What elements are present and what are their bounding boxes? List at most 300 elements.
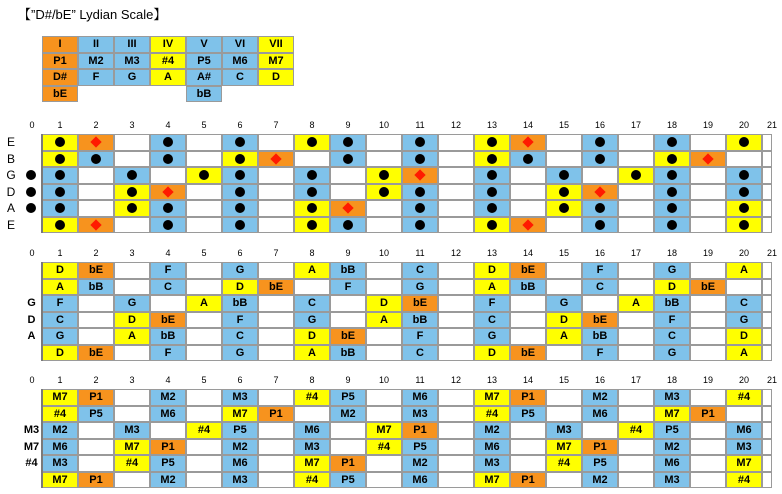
note-label-3-10: A xyxy=(380,313,388,326)
fret-cell-3-5[interactable] xyxy=(186,184,222,201)
note-label-2-15: G xyxy=(559,297,569,310)
fret-cell-5-7[interactable] xyxy=(258,217,294,234)
fret-cell-2-16[interactable] xyxy=(582,167,618,184)
fret-number-6: 6 xyxy=(237,248,243,258)
fret-number-4: 4 xyxy=(165,248,171,258)
scale-dot-5-11 xyxy=(415,220,425,230)
fret-number-7: 7 xyxy=(273,375,279,385)
fret-number-11: 11 xyxy=(415,248,425,258)
interval-label-4-16: P5 xyxy=(593,457,607,470)
note-label-0-9: bB xyxy=(340,264,356,277)
fret-cell-4-21[interactable] xyxy=(762,455,772,472)
scale-dot-5-9 xyxy=(343,220,353,230)
interval-label-2-20: M6 xyxy=(736,424,752,437)
note-label-4-3: A xyxy=(128,330,136,343)
legend-alt-note-0: bE xyxy=(42,86,78,103)
fret-cell-0-3[interactable] xyxy=(114,262,150,279)
fret-cell-4-19[interactable] xyxy=(690,200,726,217)
fret-cell-2-14[interactable] xyxy=(510,422,546,439)
fret-cell-2-7[interactable] xyxy=(258,422,294,439)
fret-cell-4-14[interactable] xyxy=(510,200,546,217)
fret-cell-4-5[interactable] xyxy=(186,328,222,345)
fret-cell-3-12[interactable] xyxy=(438,184,474,201)
scale-dot-3-13 xyxy=(487,187,497,197)
fret-number-4: 4 xyxy=(165,120,171,130)
fret-cell-3-12[interactable] xyxy=(438,439,474,456)
fret-cell-4-10[interactable] xyxy=(366,455,402,472)
fret-number-13: 13 xyxy=(486,375,497,385)
fret-cell-0-12[interactable] xyxy=(438,389,474,406)
fret-cell-0-7[interactable] xyxy=(258,262,294,279)
fret-cell-0-15[interactable] xyxy=(546,389,582,406)
fret-cell-1-15[interactable] xyxy=(546,406,582,423)
fret-cell-1-3[interactable] xyxy=(114,279,150,296)
fret-cell-3-2[interactable] xyxy=(78,439,114,456)
interval-label-0-11: M6 xyxy=(412,391,428,404)
fret-cell-4-14[interactable] xyxy=(510,455,546,472)
fret-number-1: 1 xyxy=(57,375,63,385)
interval-label-2-18: P5 xyxy=(665,424,679,437)
legend-note-5: C xyxy=(222,69,258,86)
fret-number-2: 2 xyxy=(93,248,99,258)
legend-interval-4: P5 xyxy=(186,53,222,70)
fret-cell-3-21[interactable] xyxy=(762,312,772,329)
fret-cell-4-19[interactable] xyxy=(690,328,726,345)
fret-cell-2-21[interactable] xyxy=(762,422,772,439)
legend-degree-3: IV xyxy=(150,36,186,53)
fret-cell-2-14[interactable] xyxy=(510,167,546,184)
interval-label-3-16: P1 xyxy=(593,440,607,453)
fret-cell-1-5[interactable] xyxy=(186,151,222,168)
fret-cell-3-12[interactable] xyxy=(438,312,474,329)
note-label-0-11: C xyxy=(416,264,424,277)
note-label-5-4: F xyxy=(164,346,172,359)
fret-cell-5-12[interactable] xyxy=(438,217,474,234)
fret-cell-0-19[interactable] xyxy=(690,262,726,279)
fret-cell-1-3[interactable] xyxy=(114,151,150,168)
note-label-0-4: F xyxy=(164,264,172,277)
fret-cell-1-8[interactable] xyxy=(294,406,330,423)
fret-cell-2-4[interactable] xyxy=(150,295,186,312)
fret-cell-5-21[interactable] xyxy=(762,472,772,489)
fret-cell-5-17[interactable] xyxy=(618,472,654,489)
note-label-3-8: G xyxy=(307,313,317,326)
fret-cell-0-7[interactable] xyxy=(258,134,294,151)
fret-cell-0-17[interactable] xyxy=(618,389,654,406)
fret-number-20: 20 xyxy=(738,248,749,258)
fret-cell-0-10[interactable] xyxy=(366,389,402,406)
interval-label-0-14: P1 xyxy=(521,391,535,404)
fret-cell-3-21[interactable] xyxy=(762,439,772,456)
interval-label-4-1: M3 xyxy=(52,457,68,470)
fret-cell-1-15[interactable] xyxy=(546,151,582,168)
note-label-4-13: G xyxy=(487,330,497,343)
fret-cell-3-19[interactable] xyxy=(690,439,726,456)
fret-cell-2-16[interactable] xyxy=(582,295,618,312)
interval-label-4-18: M6 xyxy=(664,457,680,470)
fret-number-15: 15 xyxy=(558,248,569,258)
scale-dot-5-4 xyxy=(163,220,173,230)
fret-cell-5-19[interactable] xyxy=(690,472,726,489)
interval-label-5-6: M3 xyxy=(232,473,248,486)
fret-cell-2-21[interactable] xyxy=(762,295,772,312)
fret-cell-5-15[interactable] xyxy=(546,345,582,362)
fret-cell-3-19[interactable] xyxy=(690,184,726,201)
fret-number-2: 2 xyxy=(93,375,99,385)
string-name-5: E xyxy=(6,217,15,232)
fret-cell-2-7[interactable] xyxy=(258,295,294,312)
note-label-5-13: D xyxy=(488,346,496,359)
fret-cell-5-21[interactable] xyxy=(762,345,772,362)
fret-number-6: 6 xyxy=(237,120,243,130)
interval-label-4-15: #4 xyxy=(557,457,571,470)
fret-cell-5-3[interactable] xyxy=(114,472,150,489)
fret-cell-0-19[interactable] xyxy=(690,389,726,406)
interval-label-4-11: M2 xyxy=(412,457,428,470)
fret-cell-3-5[interactable] xyxy=(186,439,222,456)
fret-cell-0-10[interactable] xyxy=(366,262,402,279)
fret-number-19: 19 xyxy=(702,248,713,258)
fret-cell-3-7[interactable] xyxy=(258,439,294,456)
fret-number-13: 13 xyxy=(486,120,497,130)
fret-cell-5-12[interactable] xyxy=(438,472,474,489)
fret-cell-0-19[interactable] xyxy=(690,134,726,151)
fret-cell-5-7[interactable] xyxy=(258,345,294,362)
fret-cell-4-17[interactable] xyxy=(618,328,654,345)
fret-number-17: 17 xyxy=(630,120,641,130)
interval-label-4-13: M3 xyxy=(484,457,500,470)
fret-cell-1-10[interactable] xyxy=(366,151,402,168)
fret-cell-5-19[interactable] xyxy=(690,345,726,362)
interval-label-5-20: #4 xyxy=(737,473,751,486)
scale-dot-3-20 xyxy=(739,187,749,197)
fret-number-15: 15 xyxy=(558,375,569,385)
fret-cell-1-10[interactable] xyxy=(366,279,402,296)
fret-cell-4-12[interactable] xyxy=(438,328,474,345)
interval-label-0-2: P1 xyxy=(89,391,103,404)
fret-cell-0-17[interactable] xyxy=(618,134,654,151)
note-label-5-6: G xyxy=(235,346,245,359)
scale-dot-3-3 xyxy=(127,187,137,197)
fret-cell-0-21[interactable] xyxy=(762,389,772,406)
fret-number-10: 10 xyxy=(378,248,389,258)
fret-cell-3-17[interactable] xyxy=(618,439,654,456)
interval-label-3-3: M7 xyxy=(124,440,140,453)
fret-cell-5-3[interactable] xyxy=(114,345,150,362)
fret-cell-1-20[interactable] xyxy=(726,151,762,168)
interval-label-2-5: #4 xyxy=(197,424,211,437)
interval-label-4-4: P5 xyxy=(161,457,175,470)
fret-number-9: 9 xyxy=(345,248,351,258)
fret-cell-5-17[interactable] xyxy=(618,217,654,234)
fret-cell-1-12[interactable] xyxy=(438,279,474,296)
fret-cell-2-2[interactable] xyxy=(78,295,114,312)
fret-number-1: 1 xyxy=(57,120,63,130)
fret-number-20: 20 xyxy=(738,375,749,385)
interval-label-2-10: M7 xyxy=(376,424,392,437)
interval-label-5-14: P1 xyxy=(521,473,535,486)
string-name-4: A xyxy=(6,201,15,216)
fret-cell-4-21[interactable] xyxy=(762,328,772,345)
fret-cell-2-16[interactable] xyxy=(582,422,618,439)
fret-cell-5-15[interactable] xyxy=(546,217,582,234)
interval-label-2-8: M6 xyxy=(304,424,320,437)
fret-cell-2-19[interactable] xyxy=(690,295,726,312)
fret-cell-0-17[interactable] xyxy=(618,262,654,279)
fret-cell-3-17[interactable] xyxy=(618,184,654,201)
fret-cell-4-7[interactable] xyxy=(258,328,294,345)
note-label-4-8: D xyxy=(308,330,316,343)
fret-cell-2-4[interactable] xyxy=(150,422,186,439)
note-label-4-6: C xyxy=(236,330,244,343)
note-label-3-18: F xyxy=(668,313,676,326)
fret-number-6: 6 xyxy=(237,375,243,385)
fret-cell-5-15[interactable] xyxy=(546,472,582,489)
fret-cell-2-9[interactable] xyxy=(330,295,366,312)
fret-cell-1-8[interactable] xyxy=(294,151,330,168)
interval-label-1-4: M6 xyxy=(160,407,176,420)
fret-number-5: 5 xyxy=(201,120,207,130)
fret-number-19: 19 xyxy=(702,375,713,385)
fret-number-0: 0 xyxy=(29,120,35,130)
fret-cell-2-7[interactable] xyxy=(258,167,294,184)
fret-cell-3-14[interactable] xyxy=(510,312,546,329)
fret-cell-4-17[interactable] xyxy=(618,200,654,217)
note-label-3-4: bE xyxy=(160,313,176,326)
fret-cell-5-19[interactable] xyxy=(690,217,726,234)
interval-label-3-6: M2 xyxy=(232,440,248,453)
interval-label-3-11: P5 xyxy=(413,440,427,453)
fret-cell-1-8[interactable] xyxy=(294,279,330,296)
note-label-3-16: bE xyxy=(592,313,608,326)
fret-cell-2-12[interactable] xyxy=(438,295,474,312)
fret-number-3: 3 xyxy=(129,375,135,385)
interval-label-3-15: M7 xyxy=(556,440,572,453)
fret-cell-2-19[interactable] xyxy=(690,167,726,184)
fret-cell-4-2[interactable] xyxy=(78,328,114,345)
fret-cell-3-14[interactable] xyxy=(510,184,546,201)
fret-cell-4-2[interactable] xyxy=(78,200,114,217)
fret-cell-4-12[interactable] xyxy=(438,455,474,472)
fret-number-11: 11 xyxy=(415,375,425,385)
fret-cell-1-15[interactable] xyxy=(546,279,582,296)
scale-dot-3-6 xyxy=(235,187,245,197)
fret-cell-1-3[interactable] xyxy=(114,406,150,423)
fret-number-4: 4 xyxy=(165,375,171,385)
fret-cell-2-2[interactable] xyxy=(78,422,114,439)
fret-cell-3-21[interactable] xyxy=(762,184,772,201)
fret-cell-5-7[interactable] xyxy=(258,472,294,489)
fret-cell-5-3[interactable] xyxy=(114,217,150,234)
fret-cell-0-5[interactable] xyxy=(186,262,222,279)
fret-number-18: 18 xyxy=(666,120,677,130)
interval-label-4-8: M7 xyxy=(304,457,320,470)
interval-label-4-20: M7 xyxy=(736,457,752,470)
fret-cell-5-12[interactable] xyxy=(438,345,474,362)
note-label-2-10: D xyxy=(380,297,388,310)
interval-label-1-14: P5 xyxy=(521,407,535,420)
open-string-dot-3 xyxy=(26,187,36,197)
fret-cell-4-7[interactable] xyxy=(258,455,294,472)
fret-cell-0-3[interactable] xyxy=(114,389,150,406)
legend-interval-1: M2 xyxy=(78,53,114,70)
fret-number-8: 8 xyxy=(309,120,315,130)
fret-cell-5-10[interactable] xyxy=(366,217,402,234)
fret-cell-2-21[interactable] xyxy=(762,167,772,184)
fret-cell-4-5[interactable] xyxy=(186,200,222,217)
fret-number-9: 9 xyxy=(345,375,351,385)
fret-cell-1-20[interactable] xyxy=(726,279,762,296)
note-label-1-14: bB xyxy=(520,280,536,293)
fret-cell-2-12[interactable] xyxy=(438,422,474,439)
fret-cell-0-3[interactable] xyxy=(114,134,150,151)
fret-number-16: 16 xyxy=(594,120,605,130)
scale-dot-5-13 xyxy=(487,220,497,230)
fret-cell-5-5[interactable] xyxy=(186,472,222,489)
fret-cell-2-9[interactable] xyxy=(330,422,366,439)
note-label-4-4: bB xyxy=(160,330,176,343)
note-label-4-11: F xyxy=(416,330,424,343)
interval-label-5-2: P1 xyxy=(89,473,103,486)
fret-cell-3-19[interactable] xyxy=(690,312,726,329)
fret-cell-4-7[interactable] xyxy=(258,200,294,217)
fret-cell-0-5[interactable] xyxy=(186,389,222,406)
fret-cell-0-5[interactable] xyxy=(186,134,222,151)
legend-degree-1: II xyxy=(78,36,114,53)
interval-label-5-9: P5 xyxy=(341,473,355,486)
fret-cell-5-10[interactable] xyxy=(366,472,402,489)
string-name-1: B xyxy=(6,151,15,166)
open-string-label-3: M7 xyxy=(23,440,40,453)
fret-cell-3-2[interactable] xyxy=(78,184,114,201)
interval-label-4-3: #4 xyxy=(125,457,139,470)
fret-cell-5-10[interactable] xyxy=(366,345,402,362)
note-label-0-1: D xyxy=(56,264,64,277)
fret-cell-3-2[interactable] xyxy=(78,312,114,329)
fret-cell-1-12[interactable] xyxy=(438,151,474,168)
scale-dot-5-16 xyxy=(595,220,605,230)
fret-cell-3-9[interactable] xyxy=(330,312,366,329)
fret-cell-0-15[interactable] xyxy=(546,262,582,279)
open-string-label-2: M3 xyxy=(23,424,40,437)
fret-cell-0-12[interactable] xyxy=(438,262,474,279)
fret-cell-2-12[interactable] xyxy=(438,167,474,184)
nut-line-0 xyxy=(41,134,43,233)
open-string-label-4: #4 xyxy=(25,457,38,470)
fret-cell-0-10[interactable] xyxy=(366,134,402,151)
fret-cell-4-14[interactable] xyxy=(510,328,546,345)
fret-cell-3-9[interactable] xyxy=(330,184,366,201)
fret-cell-5-5[interactable] xyxy=(186,217,222,234)
fret-cell-0-21[interactable] xyxy=(762,134,772,151)
fret-cell-1-12[interactable] xyxy=(438,406,474,423)
fret-cell-2-14[interactable] xyxy=(510,295,546,312)
fret-number-19: 19 xyxy=(702,120,713,130)
fret-cell-0-21[interactable] xyxy=(762,262,772,279)
note-label-1-11: G xyxy=(415,280,425,293)
legend-degree-2: III xyxy=(114,36,150,53)
fret-cell-3-7[interactable] xyxy=(258,312,294,329)
note-label-1-18: D xyxy=(668,280,676,293)
interval-label-1-2: P5 xyxy=(89,407,103,420)
fret-cell-3-14[interactable] xyxy=(510,439,546,456)
fret-cell-5-17[interactable] xyxy=(618,345,654,362)
fret-cell-4-10[interactable] xyxy=(366,328,402,345)
scale-dot-3-8 xyxy=(307,187,317,197)
fret-cell-2-19[interactable] xyxy=(690,422,726,439)
fret-cell-1-21[interactable] xyxy=(762,279,772,296)
scale-dot-3-10 xyxy=(379,187,389,197)
fret-cell-0-7[interactable] xyxy=(258,389,294,406)
string-name-0: E xyxy=(6,135,15,150)
note-label-5-16: F xyxy=(596,346,604,359)
fret-number-11: 11 xyxy=(415,120,425,130)
note-label-3-15: D xyxy=(560,313,568,326)
fret-cell-1-21[interactable] xyxy=(762,406,772,423)
fret-number-2: 2 xyxy=(93,120,99,130)
fret-cell-1-17[interactable] xyxy=(618,279,654,296)
legend-degree-0: I xyxy=(42,36,78,53)
interval-label-2-1: M2 xyxy=(52,424,68,437)
fret-number-21: 21 xyxy=(766,375,777,385)
fret-cell-0-12[interactable] xyxy=(438,134,474,151)
fret-cell-4-12[interactable] xyxy=(438,200,474,217)
fret-cell-4-10[interactable] xyxy=(366,200,402,217)
note-label-4-1: G xyxy=(55,330,65,343)
fret-cell-4-21[interactable] xyxy=(762,200,772,217)
fret-cell-3-5[interactable] xyxy=(186,312,222,329)
fret-cell-1-20[interactable] xyxy=(726,406,762,423)
fret-cell-4-2[interactable] xyxy=(78,455,114,472)
interval-label-1-16: M6 xyxy=(592,407,608,420)
legend-note-4: A# xyxy=(186,69,222,86)
interval-label-1-18: M7 xyxy=(664,407,680,420)
fret-number-0: 0 xyxy=(29,248,35,258)
fret-cell-1-5[interactable] xyxy=(186,406,222,423)
scale-dot-1-13 xyxy=(487,154,497,164)
fret-number-13: 13 xyxy=(486,248,497,258)
note-label-2-11: bE xyxy=(412,297,428,310)
fret-cell-1-17[interactable] xyxy=(618,151,654,168)
note-label-0-16: F xyxy=(596,264,604,277)
fret-number-10: 10 xyxy=(378,120,389,130)
note-label-5-20: A xyxy=(740,346,748,359)
fret-cell-1-10[interactable] xyxy=(366,406,402,423)
interval-label-1-7: P1 xyxy=(269,407,283,420)
fret-cell-3-17[interactable] xyxy=(618,312,654,329)
fret-cell-4-5[interactable] xyxy=(186,455,222,472)
fret-cell-4-19[interactable] xyxy=(690,455,726,472)
fret-cell-5-21[interactable] xyxy=(762,217,772,234)
interval-label-5-16: M2 xyxy=(592,473,608,486)
fret-cell-1-5[interactable] xyxy=(186,279,222,296)
fret-cell-1-21[interactable] xyxy=(762,151,772,168)
fret-cell-0-15[interactable] xyxy=(546,134,582,151)
page-title: 【”D#/bE” Lydian Scale】 xyxy=(18,7,167,22)
note-label-1-13: A xyxy=(488,280,496,293)
fret-number-18: 18 xyxy=(666,248,677,258)
fret-cell-2-9[interactable] xyxy=(330,167,366,184)
fret-cell-4-17[interactable] xyxy=(618,455,654,472)
fret-cell-5-5[interactable] xyxy=(186,345,222,362)
fret-cell-2-2[interactable] xyxy=(78,167,114,184)
fret-cell-2-4[interactable] xyxy=(150,167,186,184)
fret-cell-1-17[interactable] xyxy=(618,406,654,423)
note-label-5-1: D xyxy=(56,346,64,359)
fret-cell-3-9[interactable] xyxy=(330,439,366,456)
legend-degree-5: VI xyxy=(222,36,258,53)
fret-cell-3-7[interactable] xyxy=(258,184,294,201)
